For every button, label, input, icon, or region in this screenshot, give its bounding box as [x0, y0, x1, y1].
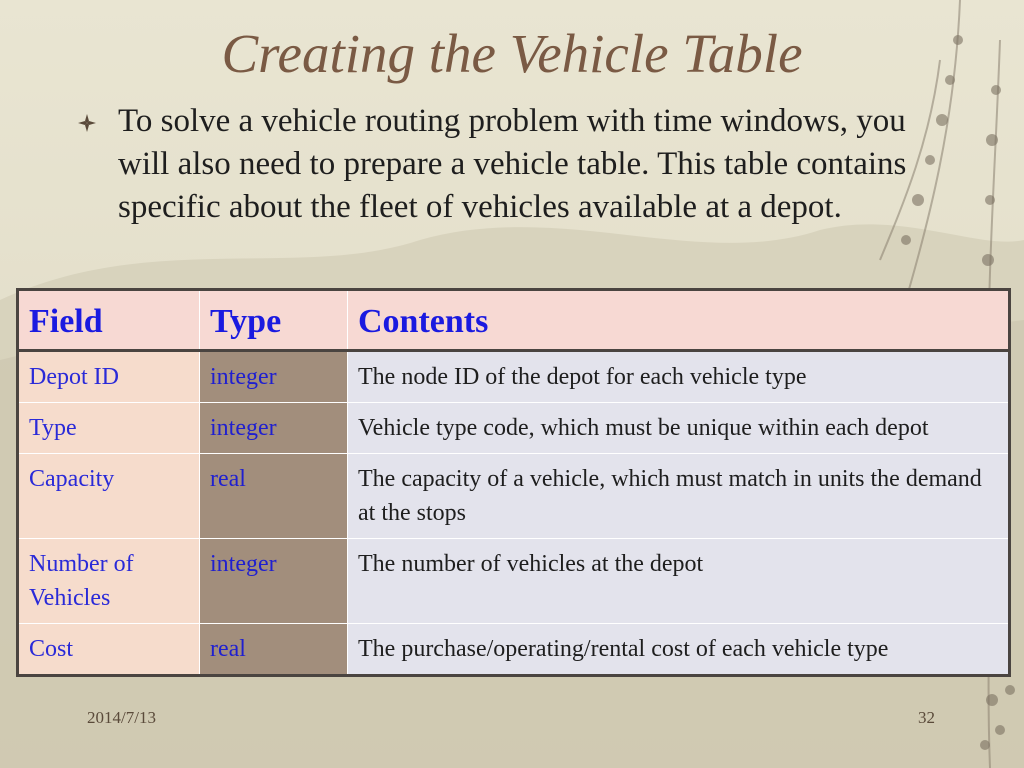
footer-date: 2014/7/13 — [87, 708, 156, 727]
diamond-bullet-icon — [78, 114, 96, 132]
cell-field: Capacity — [18, 454, 200, 539]
page-number: 32 — [918, 708, 935, 727]
table-row — [18, 351, 1010, 403]
header-type: Type — [200, 290, 348, 351]
table-row — [18, 539, 1010, 624]
cell-type: integer — [200, 351, 348, 403]
table-row — [18, 403, 1010, 454]
header-contents: Contents — [348, 290, 1010, 351]
cell-contents: The capacity of a vehicle, which must match in units the demand at the stops — [348, 454, 1010, 539]
slide-title: Creating the Vehicle Table — [221, 23, 803, 84]
cell-type: integer — [200, 539, 348, 624]
cell-contents: Vehicle type code, which must be unique within each depot — [348, 403, 1010, 454]
header-field: Field — [18, 290, 200, 351]
table-row — [18, 454, 1010, 539]
table-row — [18, 624, 1010, 676]
bullet-text: To solve a vehicle routing problem with time windows, you will also need to prepare a vehicle table. This table contains specific about the fleet of vehicles available at a depot. — [118, 103, 907, 225]
cell-contents: The purchase/operating/rental cost of each vehicle type — [348, 624, 1010, 676]
vehicle-table — [16, 288, 1011, 677]
cell-field: Cost — [18, 624, 200, 676]
cell-type: real — [200, 454, 348, 539]
cell-field: Depot ID — [18, 351, 200, 403]
cell-type: real — [200, 624, 348, 676]
cell-field: Number of Vehicles — [18, 539, 200, 624]
table-header-row — [18, 290, 1010, 351]
cell-field: Type — [18, 403, 200, 454]
cell-contents: The number of vehicles at the depot — [348, 539, 1010, 624]
cell-contents: The node ID of the depot for each vehicle type — [348, 351, 1010, 403]
cell-type: integer — [200, 403, 348, 454]
